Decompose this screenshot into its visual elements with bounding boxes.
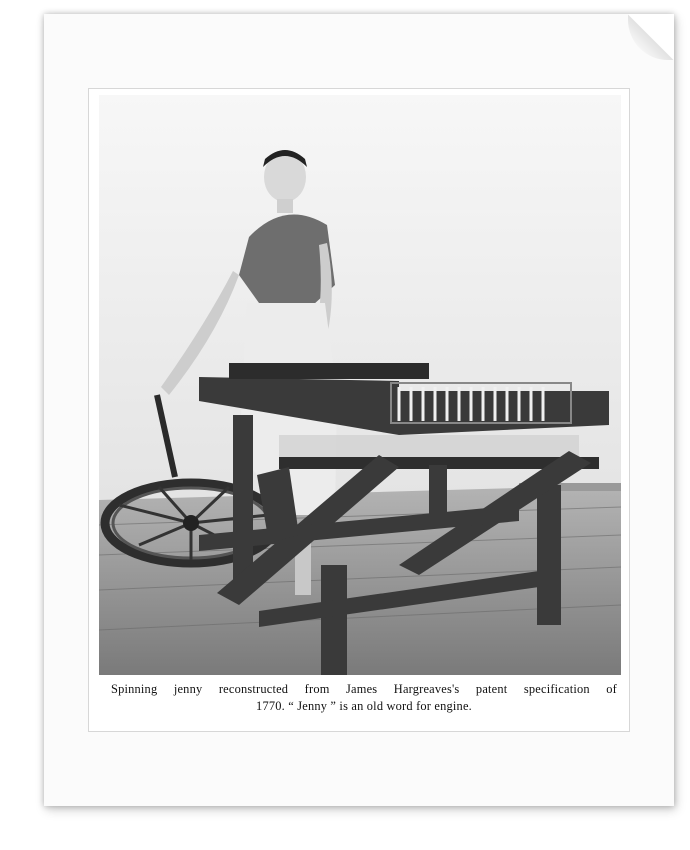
spinning-jenny-photo [99, 95, 621, 675]
page-curl [628, 14, 674, 60]
caption-line-2: 1770. “ Jenny ” is an old word for engine. [256, 699, 472, 713]
photo-caption [111, 681, 617, 715]
photo-print [88, 88, 630, 732]
caption-line-1: Spinning jenny reconstructed from James Hargreaves's patent specification of [111, 682, 617, 696]
